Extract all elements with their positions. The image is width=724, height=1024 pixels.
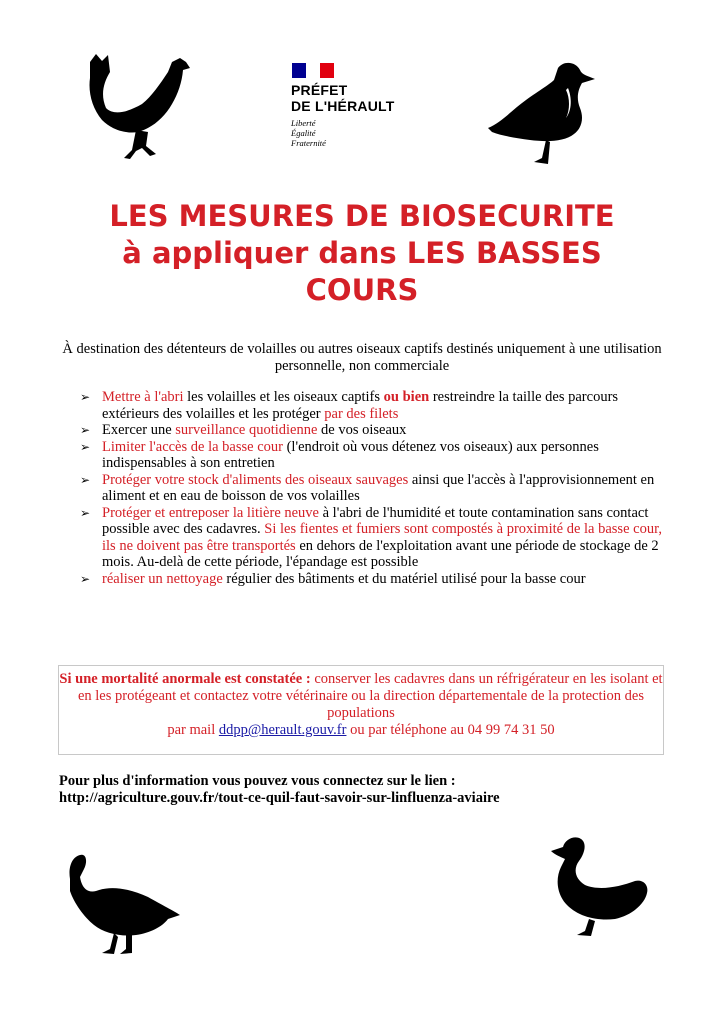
mortality-alert-box xyxy=(58,665,664,755)
title-line3: COURS xyxy=(305,273,419,307)
prefecture-name xyxy=(291,82,421,114)
measure-text: les volailles et les oiseaux captifs xyxy=(183,389,384,405)
measure-highlight: surveillance quotidienne xyxy=(175,422,318,438)
measure-highlight: Mettre à l'abri xyxy=(102,389,184,405)
measure-text: restreindre la taille des parcours extérieurs des volailles et les protéger xyxy=(102,389,619,422)
biosecurity-measures-list xyxy=(80,389,665,587)
measure-text: Exercer une xyxy=(102,422,176,438)
measure-text: régulier des bâtiments et du matériel utilisé pour la basse cour xyxy=(222,570,586,587)
measure-text: (l'endroit où vous détenez vos oiseaux) aux personnes indispensables à son entretien xyxy=(102,438,599,471)
intro-line2: personnelle, non commerciale xyxy=(274,358,450,374)
turkey-silhouette xyxy=(64,853,182,957)
motto-liberte: Liberté xyxy=(291,118,316,128)
measure-text: en dehors de l'exploitation avant une période de stockage de 2 mois. Au-delà de cette période, l'épandage est possible xyxy=(102,537,659,570)
measure-item-litter xyxy=(80,505,665,571)
arrow-bullet-icon: ➢ xyxy=(80,439,91,454)
duck-silhouette xyxy=(549,835,655,939)
motto-egalite: Égalité xyxy=(291,128,316,138)
intro-line1: À destination des détenteurs de volailles ou autres oiseaux captifs destinés uniquement à une utilisation xyxy=(62,341,662,357)
measure-item-shelter xyxy=(80,389,665,422)
alert-phone-text: ou par téléphone au 04 99 74 31 50 xyxy=(346,722,555,738)
measure-text: de vos oiseaux xyxy=(317,422,407,438)
measure-highlight: réaliser un nettoyage xyxy=(102,570,223,587)
arrow-bullet-icon: ➢ xyxy=(80,472,91,487)
duck-silhouette xyxy=(486,58,596,168)
alert-lead: Si une mortalité anormale est constatée : xyxy=(59,671,311,687)
prefecture-name-line1: PRÉFET xyxy=(291,82,348,98)
prefecture-name-line2: DE L'HÉRAULT xyxy=(291,98,395,114)
intro-text xyxy=(55,341,669,375)
measure-item-cleaning xyxy=(80,571,665,588)
measure-text: à l'abri de l'humidité et toute contamination sans contact possible avec des cadavres. xyxy=(102,504,649,537)
measure-item-access xyxy=(80,439,665,472)
arrow-bullet-icon: ➢ xyxy=(80,390,91,404)
prefecture-logo xyxy=(291,63,421,148)
alert-text: conserver les cadavres dans un réfrigérateur en les isolant et en les protégeant et contactez votre vétérinaire ou la direction départementale de la protection des populations xyxy=(77,671,663,721)
measure-highlight: Protéger votre stock d'aliments des oiseaux sauvages xyxy=(102,471,409,488)
hen-silhouette xyxy=(86,52,194,167)
motto-fraternite: Fraternité xyxy=(291,138,326,148)
page-title xyxy=(40,198,684,309)
email-link[interactable]: ddpp@herault.gouv.fr xyxy=(218,722,347,738)
title-line1: LES MESURES DE BIOSECURITE xyxy=(109,199,615,233)
title-line2: à appliquer dans LES BASSES xyxy=(122,236,602,270)
measure-highlight-bold: ou bien xyxy=(383,389,430,405)
measure-highlight: par des filets xyxy=(324,405,399,422)
measure-highlight: Limiter l'accès de la basse cour xyxy=(102,438,283,455)
alert-paragraph xyxy=(59,671,663,722)
alert-mail-prefix: par mail xyxy=(167,722,219,738)
arrow-bullet-icon: ➢ xyxy=(80,505,91,520)
more-info-text: Pour plus d'information vous pouvez vous connectez sur le lien : xyxy=(59,773,456,789)
alert-contact xyxy=(59,722,663,739)
measure-highlight: Protéger et entreposer la litière neuve xyxy=(102,504,319,521)
measure-highlight: Si les fientes et fumiers sont compostés à proximité de la basse cour, ils ne doivent pas être transportés xyxy=(102,521,662,554)
info-url[interactable]: http://agriculture.gouv.fr/tout-ce-quil-faut-savoir-sur-linfluenza-aviaire xyxy=(59,790,500,806)
measure-item-surveillance xyxy=(80,422,665,439)
measure-item-food-stock xyxy=(80,472,665,505)
arrow-bullet-icon: ➢ xyxy=(80,571,91,586)
more-info xyxy=(59,773,679,807)
arrow-bullet-icon: ➢ xyxy=(80,423,91,437)
measure-text: ainsi que l'accès à l'approvisionnement en aliment et en eau de boisson de vos volailles xyxy=(102,471,655,504)
republic-motto xyxy=(291,118,421,148)
french-flag-icon xyxy=(292,63,334,78)
